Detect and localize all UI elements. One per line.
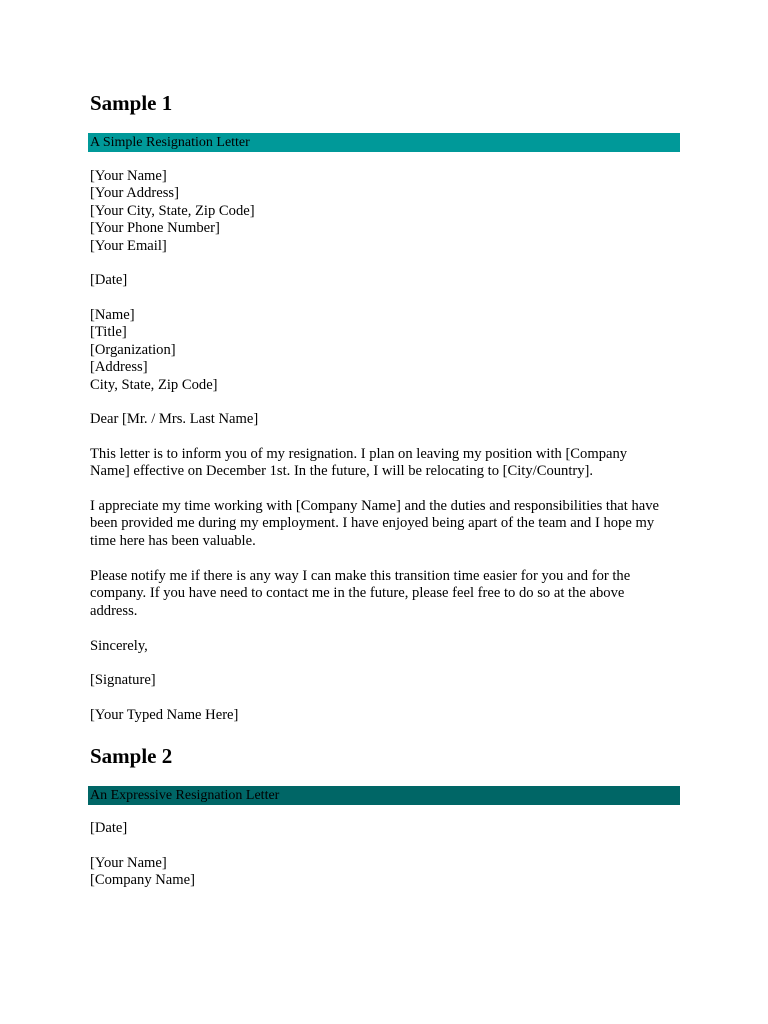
paragraph-line: Please notify me if there is any way I can make this transition time easier for you and for the — [90, 568, 631, 584]
sample-2-heading: Sample 2 — [90, 744, 173, 768]
signature-text: [Signature] — [90, 672, 156, 688]
sender-address-block — [90, 168, 680, 255]
sender-email: [Your Email] — [90, 237, 167, 254]
paragraph-line: This letter is to inform you of my resignation. I plan on leaving my position with [Company — [90, 446, 628, 462]
recipient-city-state-zip: City, State, Zip Code] — [90, 376, 218, 393]
recipient-address: [Address] — [90, 359, 148, 376]
closing-text: Sincerely, — [90, 638, 148, 654]
typed-name-text: [Your Typed Name Here] — [90, 707, 239, 723]
signature — [90, 672, 680, 689]
sender-city-state-zip: [Your City, State, Zip Code] — [90, 202, 255, 219]
sample-2-date — [90, 820, 680, 837]
body-paragraph-1 — [90, 446, 680, 481]
paragraph-line: Name] effective on December 1st. In the future, I will be relocating to [City/Country]. — [90, 463, 594, 480]
sample-2-date-text: [Date] — [90, 820, 128, 836]
salutation — [90, 411, 680, 428]
paragraph-line: address. — [90, 602, 138, 619]
letter-date — [90, 272, 680, 289]
paragraph-line: time here has been valuable. — [90, 532, 256, 549]
body-paragraph-3 — [90, 568, 680, 620]
sample-1-title-band: A Simple Resignation Letter — [88, 133, 680, 152]
salutation-text: Dear [Mr. / Mrs. Last Name] — [90, 411, 259, 427]
closing — [90, 638, 680, 655]
typed-name — [90, 707, 680, 724]
recipient-title: [Title] — [90, 324, 127, 341]
sample-1-heading: Sample 1 — [90, 91, 173, 115]
letter-date-text: [Date] — [90, 272, 128, 288]
paragraph-line: company. If you have need to contact me in the future, please feel free to do so at the above — [90, 585, 625, 602]
body-paragraph-2 — [90, 498, 680, 550]
sample-2-title-band: An Expressive Resignation Letter — [88, 786, 680, 805]
sample-2-sender-block — [90, 855, 680, 890]
paragraph-line: been provided me during my employment. I have enjoyed being apart of the team and I hope my — [90, 515, 655, 532]
sample-2-company-name: [Company Name] — [90, 872, 195, 889]
sender-phone: [Your Phone Number] — [90, 220, 220, 237]
recipient-address-block — [90, 307, 680, 394]
sender-name: [Your Name] — [90, 168, 167, 184]
recipient-name: [Name] — [90, 307, 135, 323]
sender-address: [Your Address] — [90, 185, 179, 202]
paragraph-line: I appreciate my time working with [Company Name] and the duties and responsibilities that have — [90, 498, 660, 514]
recipient-organization: [Organization] — [90, 341, 176, 358]
sample-2-your-name: [Your Name] — [90, 855, 167, 871]
